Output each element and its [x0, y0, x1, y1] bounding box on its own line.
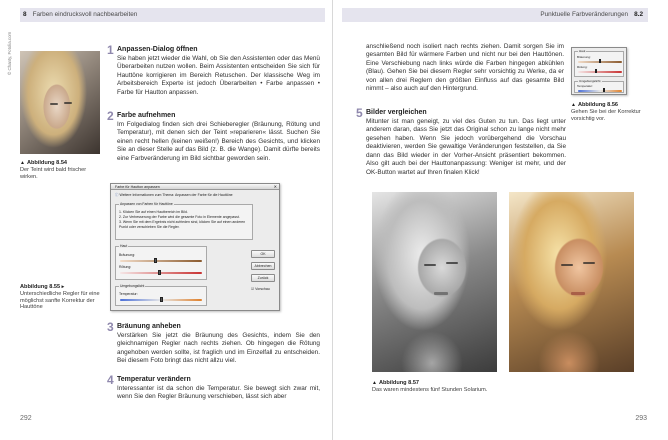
figure-caption-text: Gehen Sie bei der Korrektur vorsichtig vor.	[571, 108, 641, 122]
photo-detail	[446, 262, 458, 264]
dialog-intro	[115, 193, 233, 198]
tan-slider-thumb[interactable]	[599, 59, 601, 63]
photo-detail	[50, 103, 58, 105]
info-icon: ⓘ	[115, 193, 120, 197]
portrait-photo-tanned	[509, 192, 634, 372]
ok-button[interactable]: OK	[251, 250, 275, 258]
slider-label-tan: Bräunung:	[119, 253, 136, 257]
page-number-left: 292	[20, 415, 32, 422]
step-number: 3	[107, 320, 114, 334]
step-title: Anpassen-Dialog öffnen	[117, 46, 198, 53]
skin-group	[115, 246, 207, 280]
instructions-group	[115, 204, 253, 240]
checkbox-checked-icon[interactable]: ☑	[251, 287, 255, 291]
section-number: 8.2	[634, 11, 643, 18]
slider-label-tan: Bräunung:	[577, 55, 591, 59]
figure-caption-855	[20, 284, 100, 311]
triangle-icon: ▲	[571, 102, 576, 108]
section-title: Punktuelle Farbveränderungen	[540, 11, 629, 18]
slider-label-temperature: Temperatur:	[577, 84, 594, 88]
group-label: Anpassen von Farben für Hauttöne	[120, 202, 173, 206]
blush-slider-thumb[interactable]	[158, 270, 161, 275]
skin-tone-dialog-crop	[571, 47, 627, 95]
ambient-light-group	[574, 81, 624, 93]
blush-slider-track[interactable]	[120, 272, 202, 274]
step-title: Bilder vergleichen	[366, 109, 427, 116]
chapter-title: Farben eindrucksvoll nachbearbeiten	[32, 11, 138, 18]
photo-detail	[571, 292, 585, 295]
figure-label: Abbildung 8.57	[378, 380, 420, 386]
running-header-right	[342, 8, 648, 22]
step-number: 2	[107, 109, 114, 123]
instruction-steps	[119, 210, 249, 230]
step-title: Temperatur verändern	[117, 376, 191, 383]
slider-label-blush: Rötung:	[119, 265, 132, 269]
portrait-photo-original	[372, 192, 497, 372]
temperature-slider-track[interactable]	[578, 90, 622, 92]
photo-credit: © Chanty, Fotolia.com	[7, 31, 12, 75]
slider-label-temperature: Temperatur:	[119, 292, 138, 296]
photo-detail	[64, 102, 72, 104]
preview-label: Vorschau	[255, 287, 270, 291]
instruction-step: 1. Klicken Sie auf einen Hautbereich im Bild.	[119, 210, 188, 214]
step-text: Interessanter ist da schon die Temperatur. Sie bewegt sich zwar mit, wenn Sie den Regler Bräunung verschieben, lässt sich aber	[117, 385, 320, 401]
instruction-step: 3. Wenn Sie mit dem Ergebnis nicht zufrieden sind, klicken Sie auf einen anderen Punkt oder verschieben Sie die Regler.	[119, 220, 246, 229]
group-label: Haut	[120, 244, 128, 248]
gutter-divider	[332, 0, 333, 440]
dialog-title: Farbe für Hautton anpassen	[111, 184, 279, 190]
slider-label-blush: Rötung:	[577, 65, 588, 69]
step-text: Im Folgedialog finden sich drei Schieberegler (Bräunung, Rötung und Temperatur), mit denen sich der Teint »reparieren« lässt. Suchen Sie einen recht hellen (keinen weißen!) Bereich des Gesichts, und klicken Sie an dieser Stelle auf das Bild (z. B. die Wange). Damit dürfte bereits eine Farbveränderung im Bild sichtbar geworden sein.	[117, 121, 320, 162]
dialog-intro-text: Weitere Informationen zum Thema: Anpassen der Farbe für die Hauttöne	[119, 193, 233, 197]
step-number: 1	[107, 43, 114, 57]
figure-caption-857	[372, 380, 572, 394]
figure-caption-856	[571, 102, 651, 122]
figure-caption-text: Das waren mindestens fünf Stunden Solarium.	[372, 386, 488, 393]
skin-tone-dialog-screenshot	[110, 183, 280, 311]
figure-caption-854	[20, 160, 100, 180]
step-text: Sie haben jetzt wieder die Wahl, ob Sie den Assistenten oder das Menü Überarbeiten nutzen wollen. Beim Assistenten entscheiden Sie sich für Hauttöne korrigieren im Bereich Retuschen. Der klassische Weg im Arbeitsbereich Experte ist jedoch Überarbeiten • Farbe anpassen • Farbe für Hautton anpassen.	[117, 55, 320, 96]
group-label: Umgebungslicht	[579, 79, 601, 83]
temperature-slider-thumb[interactable]	[603, 88, 605, 92]
preview-checkbox[interactable]	[251, 287, 270, 291]
instruction-step: 2. Zur Verbesserung der Farbe wird die gesamte Foto in Elemente angepasst.	[119, 215, 240, 219]
triangle-icon: ▲	[372, 380, 377, 386]
figure-label: Abbildung 8.55	[20, 284, 61, 290]
triangle-icon: ▲	[20, 160, 25, 166]
figure-caption-text: Der Teint wird bald frischer wirken.	[20, 166, 87, 180]
cancel-button[interactable]: Abbrechen	[251, 262, 275, 270]
group-label: Haut	[579, 49, 586, 53]
step-number: 5	[356, 106, 363, 120]
skin-group	[574, 51, 624, 77]
temperature-slider-thumb[interactable]	[160, 297, 163, 302]
figure-caption-text: Unterschiedliche Regler für eine möglichst sanfte Korrektur der Hauttöne	[20, 290, 100, 311]
photo-detail	[424, 264, 436, 266]
tan-slider-thumb[interactable]	[154, 258, 157, 263]
close-icon[interactable]: ✕	[273, 184, 277, 189]
ambient-light-group	[115, 286, 207, 306]
photo-detail	[583, 262, 595, 264]
photo-detail	[561, 264, 573, 266]
blush-slider-track[interactable]	[578, 71, 622, 73]
figure-label: Abbildung 8.54	[26, 160, 68, 166]
step-text: Mitunter ist man geneigt, zu viel des Guten zu tun. Das liegt unter anderem daran, dass Sie jetzt das Original schon zu lange nicht mehr gesehen haben. Wenn Sie jedoch vorübergehend die Vorschau deaktivieren, werden Sie gewaltige Veränderungen feststellen, da Sie dann das Bild wieder in der Vorher-Ansicht präsentiert bekommen. Also gilt auch bei der Hauttonanpassung: Weniger ist mehr, und der OK-Button wartet auf Ihren finalen Klick!	[366, 118, 566, 176]
blush-slider-thumb[interactable]	[595, 69, 597, 73]
step-title: Bräunung anheben	[117, 323, 181, 330]
step-title: Farbe aufnehmen	[117, 112, 176, 119]
group-label: Umgebungslicht	[120, 284, 145, 288]
tan-slider-track[interactable]	[120, 260, 202, 262]
photo-detail	[434, 292, 448, 295]
figure-label: Abbildung 8.56	[577, 102, 619, 108]
chapter-number: 8	[23, 11, 27, 18]
step-text: Verstärken Sie jetzt die Bräunung des Gesichts, indem Sie den gleichnamigen Regler nach rechts ziehen. Ob hingegen die Rötung angehoben werden sollte, ist fraglich und im Einzelfall zu entscheiden. Bei diesem Foto bringt das nicht allzu viel.	[117, 332, 320, 365]
reset-button[interactable]: Zurück	[251, 274, 275, 282]
triangle-right-icon: ▸	[61, 284, 65, 290]
running-header-left	[20, 8, 325, 22]
step-number: 4	[107, 373, 114, 387]
page-number-right: 293	[635, 415, 647, 422]
body-text-top: anschließend noch isoliert nach rechts ziehen. Damit sorgen Sie im gesamten Bild für wärmere Farben und nicht nur bei den Hauttönen. Eine Verschiebung nach links würde die Farben hingegen abkühlen (Blau). Gehen Sie bei diesem Regler sehr vorsichtig zu Werke, da er von allen drei Reglern den größten Einfluss auf das gesamte Bild nimmt – also auch auf den Hintergrund.	[366, 43, 564, 93]
portrait-photo-small	[20, 51, 100, 154]
